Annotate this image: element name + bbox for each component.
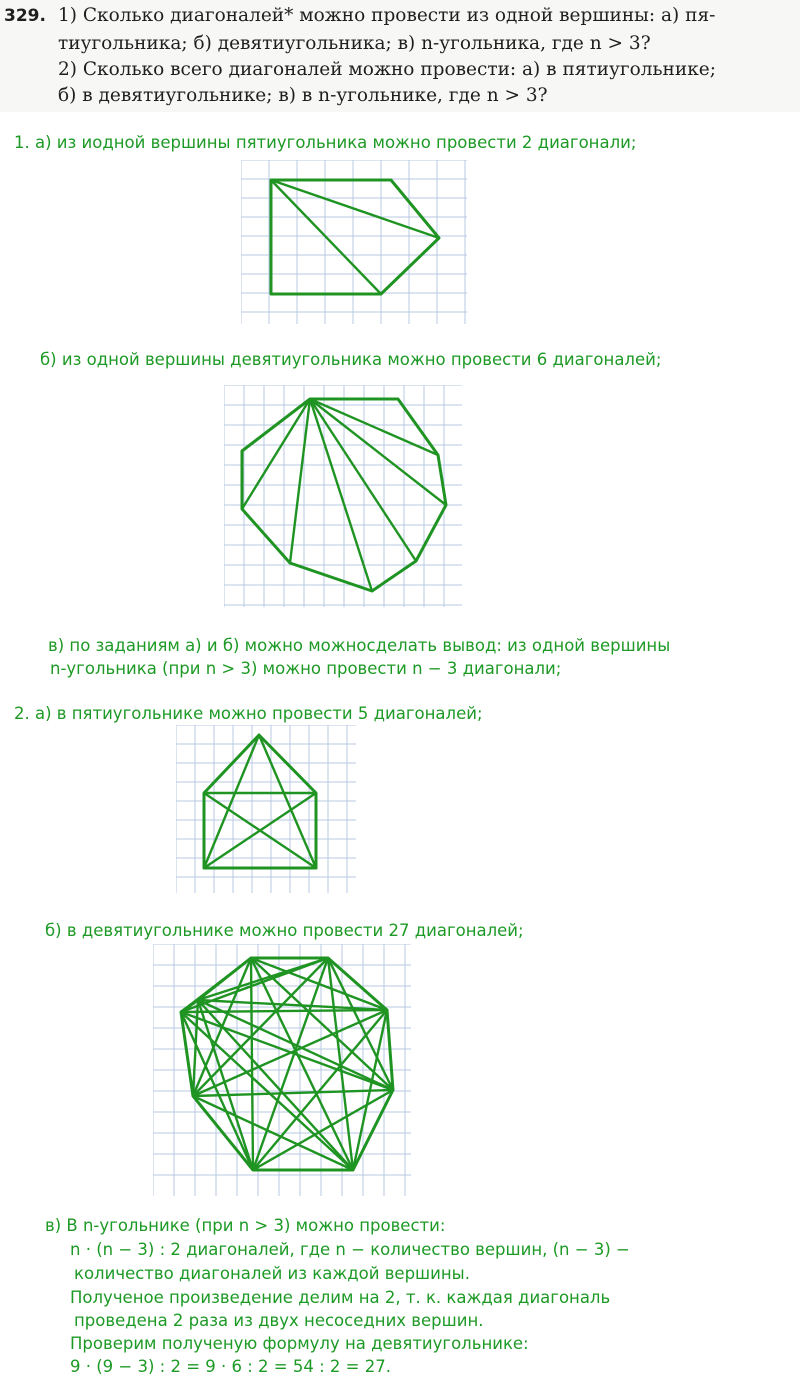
diagonal-line (198, 1000, 393, 1090)
problem-number: 329. (4, 6, 46, 26)
answer-1b: б) из одной вершины девятиугольника можно провести 6 диагоналей; (40, 350, 662, 369)
problem-line-2: тиугольника; б) девятиугольника; в) n-угольника, где n > 3? (58, 33, 651, 54)
nonagon-all-diagonals-figure (153, 944, 411, 1196)
answer-1a: 1. а) из иодной вершины пятиугольника можно провести 2 диагонали; (14, 133, 637, 152)
problem-line-1: 1) Сколько диагоналей* можно провести из одной вершины: а) пя- (58, 5, 716, 26)
diagonal-line (310, 399, 372, 591)
diagonal-line (310, 399, 446, 505)
problem-line-3: 2) Сколько всего диагоналей можно провести: а) в пятиугольнике; (58, 59, 716, 80)
answer-2c-line-4: Полученое произведение делим на 2, т. к. каждая диагональ (70, 1288, 611, 1307)
pentagon-all-diagonals-figure (176, 725, 356, 893)
problem-statement (0, 0, 800, 112)
diagonal-line (251, 958, 253, 1170)
answer-1c-line-2: n-угольника (при n > 3) можно провести n − 3 диагонали; (50, 659, 562, 678)
answer-2c-line-1: в) В n-угольнике (при n > 3) можно провести: (45, 1216, 446, 1235)
diagonal-line (290, 399, 310, 563)
nonagon-one-vertex-figure (224, 385, 462, 607)
diagonal-line (271, 180, 381, 294)
problem-line-4: б) в девятиугольнике; в) в n-угольнике, где n > 3? (58, 85, 548, 106)
answer-1c-line-1: в) по заданиям а) и б) можно можносделать вывод: из одной вершины (48, 636, 671, 655)
answer-2b: б) в девятиугольнике можно провести 27 диагоналей; (45, 921, 524, 940)
pentagon-outline (271, 180, 439, 294)
answer-2a: 2. а) в пятиугольнике можно провести 5 диагоналей; (14, 704, 483, 723)
answer-2c-line-6: Проверим полученую формулу на девятиугольнике: (70, 1334, 529, 1353)
grid-background (224, 385, 462, 607)
answer-2c-line-3: количество диагоналей из каждой вершины. (74, 1264, 470, 1283)
answer-2c-line-7: 9 · (9 − 3) : 2 = 9 · 6 : 2 = 54 : 2 = 27. (70, 1357, 391, 1376)
diagonal-line (198, 1000, 253, 1170)
diagonal-line (198, 1000, 387, 1010)
pentagon-one-vertex-figure (241, 160, 467, 324)
answer-2c-line-5: проведена 2 раза из двух несоседних вершин. (74, 1311, 484, 1330)
diagonal-line (181, 1010, 387, 1012)
answer-2c-line-2: n · (n − 3) : 2 диагоналей, где n − количество вершин, (n − 3) − (70, 1240, 630, 1259)
